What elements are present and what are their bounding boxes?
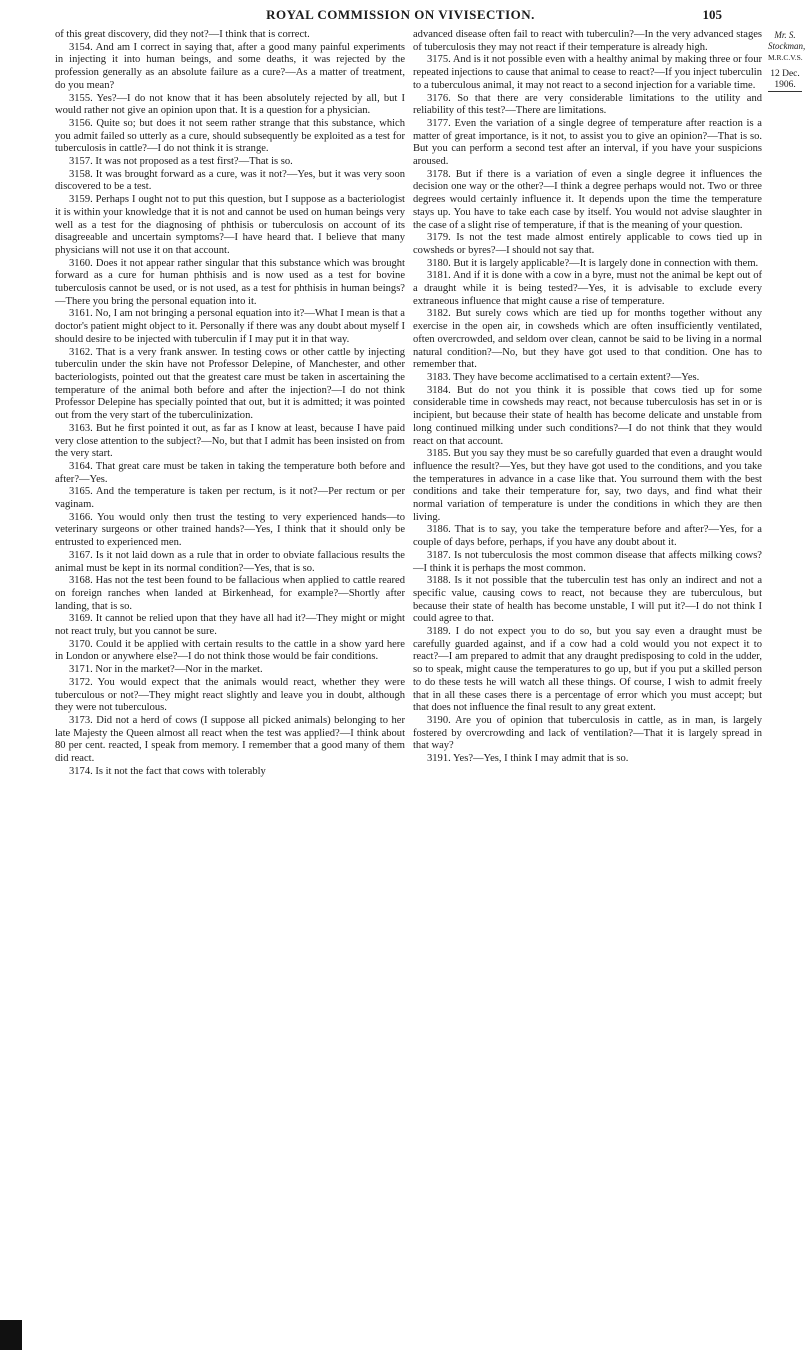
paragraph: 3163. But he first pointed it out, as far as I know at least, because I have paid very close attention to the subject?—No, but that I admit has been insisted on from the very start. [55,422,406,460]
paragraph: 3164. That great care must be taken in taking the temperature both before and after?—Yes. [55,460,405,485]
paragraph: 3181. And if it is done with a cow in a byre, must not the animal be kept out of a draught while it is being tested?—Yes, it is advisable to exclude every extraneous influence that might cause a rise of temperature. [413,270,762,307]
paragraph: 3189. I do not expect you to do so, but you say even a draught must be carefully guarded against, and if a cow had a cold would you not expect it to react?—I am prepared to admit that any draught predisposing to cold in the udder, so to speak, might cause the temperatures to go up, but if you put a skilled person to do these tests he will watch all these things. Of course, I wish to admit freely that in all these cases there is a percentage of error which you must accept; but that does not influence the final result to any great extent. [413,626,762,714]
paragraph: 3156. Quite so; but does it not seem rather strange that this substance, which you admit failed so utterly as a cure, should subsequently be exploited as a test for tuberculosis in cattle?—I do not think it is strange. [55,117,405,155]
paragraph: advanced disease often fail to react with tuberculin?—In the very advanced stages of tuberculosis they may not react if their temperature is already high. [413,29,762,53]
paragraph: 3155. Yes?—I do not know that it has been absolutely rejected by all, but I would rather not give an opinion upon that. It is a question for a physician. [55,92,405,117]
right-column [413,29,762,766]
paragraph: 3172. You would expect that the animals would react, whether they were tuberculous or not?—They might react slightly and leave you in doubt, although they were not tuberculous. [55,676,405,714]
paragraph: 3176. So that there are very considerable limitations to the utility and reliability of this test?—There are limitations. [413,92,762,117]
paragraph: 3167. Is it not laid down as a rule that in order to obviate fallacious results the animal must be kept in its normal condition?—Yes, that is so. [55,549,405,574]
page-number: 105 [702,7,722,22]
paragraph: 3162. That is a very frank answer. In testing cows or other cattle by injecting tuberculin under the skin have not Professor Delepine, of Manchester, and other bacteriologists, pointed out that the greatest care must be taken in ascertaining the temperature of the animal both before and after the injection?—I do not think Professor Delepine has specially pointed that out, but it is admitted; it was pointed out from the very start of the tuberculinization. [55,346,405,422]
paragraph: 3175. And is it not possible even with a healthy animal by making three or four repeated injections to cause that animal to cease to react?—If you inject tuberculin to a tuberculous animal, it may not react to a second injection for a variable time. [413,54,762,91]
paragraph: of this great discovery, did they not?—I think that is correct. [55,29,310,40]
paragraph: 3170. Could it be applied with certain results to the cattle in a show yard here in London or anywhere else?—I do not think those would be fair conditions. [55,638,405,663]
paragraph: 3166. You would only then trust the testing to very experienced hands—to veterinary surgeons or other trained hands?—Yes, I think that it should only be entrusted to experienced men. [55,511,405,549]
paragraph: 3160. Does it not appear rather singular that this substance which was brought forward as a cure for human phthisis and is now used as a test for bovine tuberculosis cannot be used, or is not used, as a test for phthisis in human beings?—There you bring the personal equation into it. [55,257,405,307]
paragraph: 3187. Is not tuberculosis the most common disease that affects milking cows?—I think it is perhaps the most common. [413,549,762,574]
paragraph: 3180. But it is largely applicable?—It is largely done in connection with them. [427,257,759,269]
scan-smudge [0,1320,22,1350]
paragraph: 3157. It was not proposed as a test first?—That is so. [69,156,293,168]
paragraph: 3158. It was brought forward as a cure, was it not?—Yes, but it was very soon discovered to be a test. [55,168,405,193]
paragraph: 3184. But do not you think it is possible that cows tied up for some considerable time in cowsheds may react, not because tuberculosis has set in or is incipient, but because their state of health has become delicate and unstable from long continued milking under such conditions?—I do not think that they would react on that account. [413,384,762,447]
witness-qualification: M.R.C.V.S. [768,53,803,62]
paragraph: 3173. Did not a herd of cows (I suppose all picked animals) belonging to her late Majesty the Queen almost all react when the test was applied?—I think about 80 per cent. reacted, I speak from memory. I remember that a good many of them did react. [55,714,405,765]
paragraph: 3178. But if there is a variation of even a single degree it influences the decision one way or the other?—I think a degree perhaps would not. Two or three degrees would certainly influence it. It depends upon the time the temperature stays up. You have to take each case by itself. You would not advise slaughter in the case of a slight rise of temperature, if that is the meaning of your question. [413,168,762,231]
paragraph: 3174. Is it not the fact that cows with tolerably [69,765,266,777]
paragraph: 3154. And am I correct in saying that, after a good many painful experiments in injecting it into human beings, and some deaths, it was rejected by the profession generally as an absolute failure as a cure?—As a matter of treatment, do you mean? [55,41,405,91]
margin-note [768,30,805,92]
paragraph: 3179. Is not the test made almost entirely applicable to cows tied up in cowsheds or byres?—I should not say that. [413,232,762,256]
witness-surname: Stockman, [768,41,805,51]
paragraph: 3191. Yes?—Yes, I think I may admit that is so. [427,753,629,765]
paragraph: 3190. Are you of opinion that tuberculosis in cattle, as in man, is largely fostered by overcrowding and lack of ventilation?—That it is largely spread in that way? [413,714,762,752]
paragraph: 3171. Nor in the market?—Nor in the market. [69,664,263,676]
page-header [0,7,801,27]
paragraph: 3177. Even the variation of a single degree of temperature after reaction is a matter of great importance, is it not, to assist you to give an opinion?—That is so. But you can perform a second test after an interval, if you have your suspicions aroused. [413,117,762,168]
paragraph: 3185. But you say they must be so carefully guarded that even a draught would influence the result?—Yes, but they have got used to the conditions, and you take the temperatures in advance in a case like that. You surround them with the best conditions and take their temperature for, say, two days, and find what their normal variation of temperature is under the conditions in which they are then living. [413,448,762,523]
left-column [55,29,405,778]
running-title: ROYAL COMMISSION ON VIVISECTION. [266,7,535,22]
paragraph: 3168. Has not the test been found to be fallacious when applied to cattle reared on foreign ranches when landed at Birkenhead, for example?—Shortly after landing, that is so. [55,575,405,612]
paragraph: 3159. Perhaps I ought not to put this question, but I suppose as a bacteriologist it is within your knowledge that it is not and cannot be used on human beings very well as a test for the diagnosing of phthisis or tuberculosis on account of its disagreeable and uncertain symptoms?—I have heard that. I believe that many physicians will not use it on that account. [55,194,405,256]
paragraph: 3165. And the temperature is taken per rectum, is it not?—Per rectum or per vaginam. [55,486,405,511]
paragraph: 3186. That is to say, you take the temperature before and after?—Yes, for a couple of days before, perhaps, if you have any doubt about it. [413,524,762,549]
paragraph: 3161. No, I am not bringing a personal equation into it?—What I mean is that a doctor's patient might object to it. Personally if there was any doubt about myself I should desire to be injected with tuberculin if I may put it in that way. [55,308,405,345]
witness-date: 12 Dec. 1906. [768,69,802,92]
paragraph: 3169. It cannot be relied upon that they have all had it?—They might or might not react truly, but you cannot be sure. [55,613,405,638]
witness-name: Mr. S. [774,30,796,40]
paragraph: 3182. But surely cows which are tied up for months together without any exercise in the open air, in cowsheds which are often insufficiently ventilated, often overcrowded, and seldom over clean, cannot be said to be living in a normal natural condition?—No, but they have got used to that condition. One has to remember that. [413,308,762,371]
paragraph: 3188. Is it not possible that the tuberculin test has only an indirect and not a specific value, causing cows to react, not because they are tuberculous, but because their state of health has become unstable, I will put it?—I do not think I could agree to that. [413,575,762,625]
paragraph: 3183. They have become acclimatised to a certain extent?—Yes. [427,371,700,383]
